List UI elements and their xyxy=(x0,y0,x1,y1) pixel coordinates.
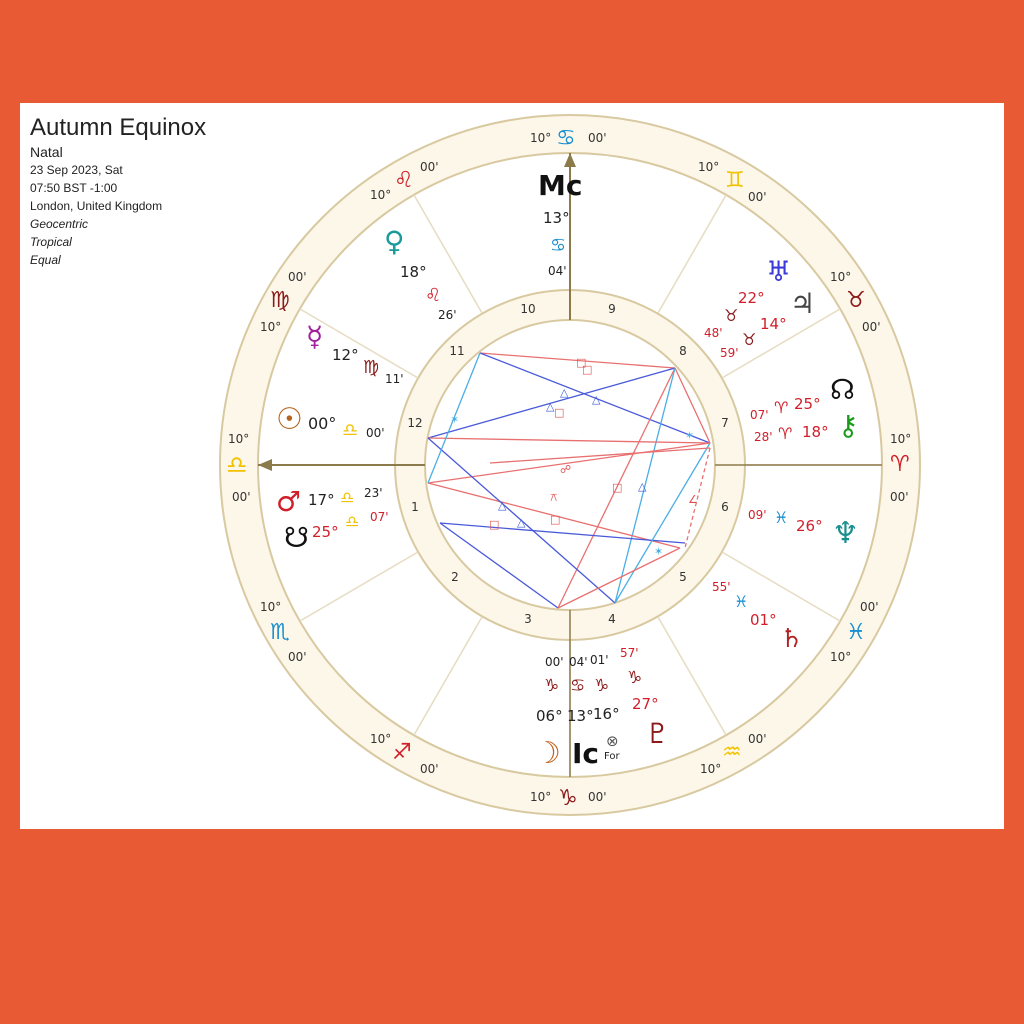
capricorn-icon: ♑ xyxy=(558,786,578,811)
libra-icon: ♎ xyxy=(345,512,360,531)
south-node-minute: 07' xyxy=(370,510,389,524)
moon-degree: 06° xyxy=(536,707,563,725)
gemini-icon: ♊ xyxy=(725,168,745,193)
neptune-degree: 26° xyxy=(796,517,823,535)
house-number: 6 xyxy=(721,500,729,514)
trine-aspect-icon: △ xyxy=(498,499,507,512)
sign-minute: 00' xyxy=(748,732,767,746)
sign-degree: 10° xyxy=(830,270,852,284)
sign-minute: 00' xyxy=(232,490,251,504)
sign-degree: 10° xyxy=(890,432,912,446)
sun-minute: 00' xyxy=(366,426,385,440)
jupiter-minute: 59' xyxy=(720,346,739,360)
chart-system-tropical: Tropical xyxy=(30,235,72,249)
fortune-degree: 16° xyxy=(593,705,620,723)
ic-label: Ic xyxy=(572,737,600,770)
chart-time: 07:50 BST -1:00 xyxy=(30,181,118,195)
uranus-minute: 48' xyxy=(704,326,723,340)
sun-icon: ☉ xyxy=(276,402,303,437)
capricorn-icon: ♑ xyxy=(594,676,610,696)
semisquare-aspect-icon: ∠ xyxy=(688,493,698,506)
north-node-icon: ☊ xyxy=(830,373,855,406)
trine-aspect-icon: △ xyxy=(592,393,601,406)
square-aspect-icon: □ xyxy=(612,481,623,494)
ic-degree: 13° xyxy=(567,707,594,725)
sign-minute: 00' xyxy=(588,790,607,804)
south-node-degree: 25° xyxy=(312,523,339,541)
house-number: 2 xyxy=(451,570,459,584)
saturn-icon: ♄ xyxy=(780,624,804,654)
house-number: 3 xyxy=(524,612,532,626)
aries-icon: ♈ xyxy=(774,398,789,417)
square-aspect-icon: □ xyxy=(550,513,561,526)
opposition-aspect-icon: ☍ xyxy=(560,463,572,476)
mercury-icon: ☿ xyxy=(306,320,324,353)
sextile-aspect-icon: ✶ xyxy=(654,545,664,558)
chart-system-equal: Equal xyxy=(30,253,61,267)
sign-degree: 10° xyxy=(530,790,552,804)
house-number: 4 xyxy=(608,612,616,626)
cancer-icon: ♋ xyxy=(550,235,567,256)
scorpio-icon: ♏ xyxy=(270,620,290,645)
chart-date: 23 Sep 2023, Sat xyxy=(30,163,123,177)
virgo-icon: ♍ xyxy=(270,288,290,313)
pisces-icon: ♓ xyxy=(734,592,749,611)
mercury-degree: 12° xyxy=(332,346,359,364)
natal-wheel xyxy=(20,103,1004,829)
pluto-minute: 57' xyxy=(620,646,639,660)
sign-minute: 00' xyxy=(288,270,307,284)
cancer-icon: ♋ xyxy=(556,126,576,151)
sign-minute: 00' xyxy=(420,160,439,174)
sun-degree: 00° xyxy=(308,414,337,433)
sign-minute: 00' xyxy=(748,190,767,204)
jupiter-icon: ♃ xyxy=(790,287,816,320)
taurus-icon: ♉ xyxy=(846,288,866,313)
square-aspect-icon: □ xyxy=(582,363,593,376)
chart-card xyxy=(20,103,1004,829)
chiron-icon: ⚷ xyxy=(838,409,859,442)
sign-degree: 10° xyxy=(370,188,392,202)
north-node-minute: 07' xyxy=(750,408,769,422)
north-node-degree: 25° xyxy=(794,395,821,413)
chiron-degree: 18° xyxy=(802,423,829,441)
venus-minute: 26' xyxy=(438,308,457,322)
house-number: 7 xyxy=(721,416,729,430)
south-node-icon: ☋ xyxy=(284,521,309,554)
ic-minute: 04' xyxy=(569,655,588,669)
chart-system-geocentric: Geocentric xyxy=(30,217,89,231)
sign-degree: 10° xyxy=(700,762,722,776)
mc-label: Mc xyxy=(538,169,583,202)
house-number: 5 xyxy=(679,570,687,584)
sign-degree: 10° xyxy=(228,432,250,446)
square-aspect-icon: □ xyxy=(554,406,565,419)
aries-icon: ♈ xyxy=(778,424,793,443)
chart-title: Autumn Equinox xyxy=(30,114,207,141)
aries-icon: ♈ xyxy=(890,452,910,477)
saturn-degree: 01° xyxy=(750,611,777,629)
moon-icon: ☽ xyxy=(534,736,561,771)
sign-degree: 10° xyxy=(530,131,552,145)
house-number: 11 xyxy=(449,344,465,358)
trine-aspect-icon: △ xyxy=(546,400,555,413)
moon-minute: 00' xyxy=(545,655,564,669)
pluto-icon: ♇ xyxy=(645,717,671,750)
sign-degree: 10° xyxy=(260,320,282,334)
pisces-icon: ♓ xyxy=(846,620,866,645)
part-of-fortune-icon: ⊗ xyxy=(606,732,619,750)
quincunx-aspect-icon: ⚻ xyxy=(550,491,558,504)
trine-aspect-icon: △ xyxy=(517,516,526,529)
libra-icon: ♎ xyxy=(340,488,355,507)
libra-icon: ♎ xyxy=(226,451,248,479)
capricorn-icon: ♋ xyxy=(570,676,586,696)
uranus-icon: ♅ xyxy=(766,255,792,288)
neptune-icon: ♆ xyxy=(832,516,859,551)
sign-degree: 10° xyxy=(260,600,282,614)
sign-degree: 10° xyxy=(830,650,852,664)
house-number: 10 xyxy=(520,302,536,316)
venus-icon: ♀ xyxy=(384,225,405,258)
square-aspect-icon: □ xyxy=(576,356,587,369)
leo-icon: ♌ xyxy=(425,285,442,306)
mercury-minute: 11' xyxy=(385,372,404,386)
sign-minute: 00' xyxy=(860,600,879,614)
square-aspect-icon: □ xyxy=(489,518,500,531)
sign-minute: 00' xyxy=(588,131,607,145)
mars-minute: 23' xyxy=(364,486,383,500)
fortune-label: For xyxy=(604,751,620,762)
saturn-minute: 55' xyxy=(712,580,731,594)
chart-place: London, United Kingdom xyxy=(30,199,163,213)
trine-aspect-icon: △ xyxy=(638,480,647,493)
sign-minute: 00' xyxy=(288,650,307,664)
chart-type: Natal xyxy=(30,144,63,160)
house-number: 1 xyxy=(411,500,419,514)
taurus-icon: ♉ xyxy=(724,306,739,325)
capricorn-icon: ♑ xyxy=(544,676,560,696)
fortune-minute: 01' xyxy=(590,653,609,667)
sextile-aspect-icon: ✶ xyxy=(685,429,695,442)
mc-minute: 04' xyxy=(548,264,567,278)
sextile-aspect-icon: ✶ xyxy=(450,413,460,426)
sign-minute: 00' xyxy=(862,320,881,334)
sign-minute: 00' xyxy=(420,762,439,776)
trine-aspect-icon: △ xyxy=(560,386,569,399)
taurus-icon: ♉ xyxy=(742,330,757,349)
uranus-degree: 22° xyxy=(738,289,765,307)
capricorn-icon: ♑ xyxy=(627,668,643,688)
sign-degree: 10° xyxy=(698,160,720,174)
libra-icon: ♎ xyxy=(342,420,359,441)
house-number: 12 xyxy=(407,416,423,430)
house-number: 8 xyxy=(679,344,687,358)
neptune-minute: 09' xyxy=(748,508,767,522)
house-number: 9 xyxy=(608,302,616,316)
virgo-icon: ♍ xyxy=(363,357,380,378)
aquarius-icon: ♒ xyxy=(722,740,742,765)
sign-minute: 00' xyxy=(890,490,909,504)
mc-degree: 13° xyxy=(543,209,570,227)
sagittarius-icon: ♐ xyxy=(392,740,412,765)
mars-degree: 17° xyxy=(308,491,335,509)
venus-degree: 18° xyxy=(400,263,427,281)
leo-icon: ♌ xyxy=(394,168,414,193)
chiron-minute: 28' xyxy=(754,430,773,444)
mars-icon: ♂ xyxy=(276,485,302,518)
sign-degree: 10° xyxy=(370,732,392,746)
pisces-icon: ♓ xyxy=(774,508,789,527)
pluto-degree: 27° xyxy=(632,695,659,713)
jupiter-degree: 14° xyxy=(760,315,787,333)
